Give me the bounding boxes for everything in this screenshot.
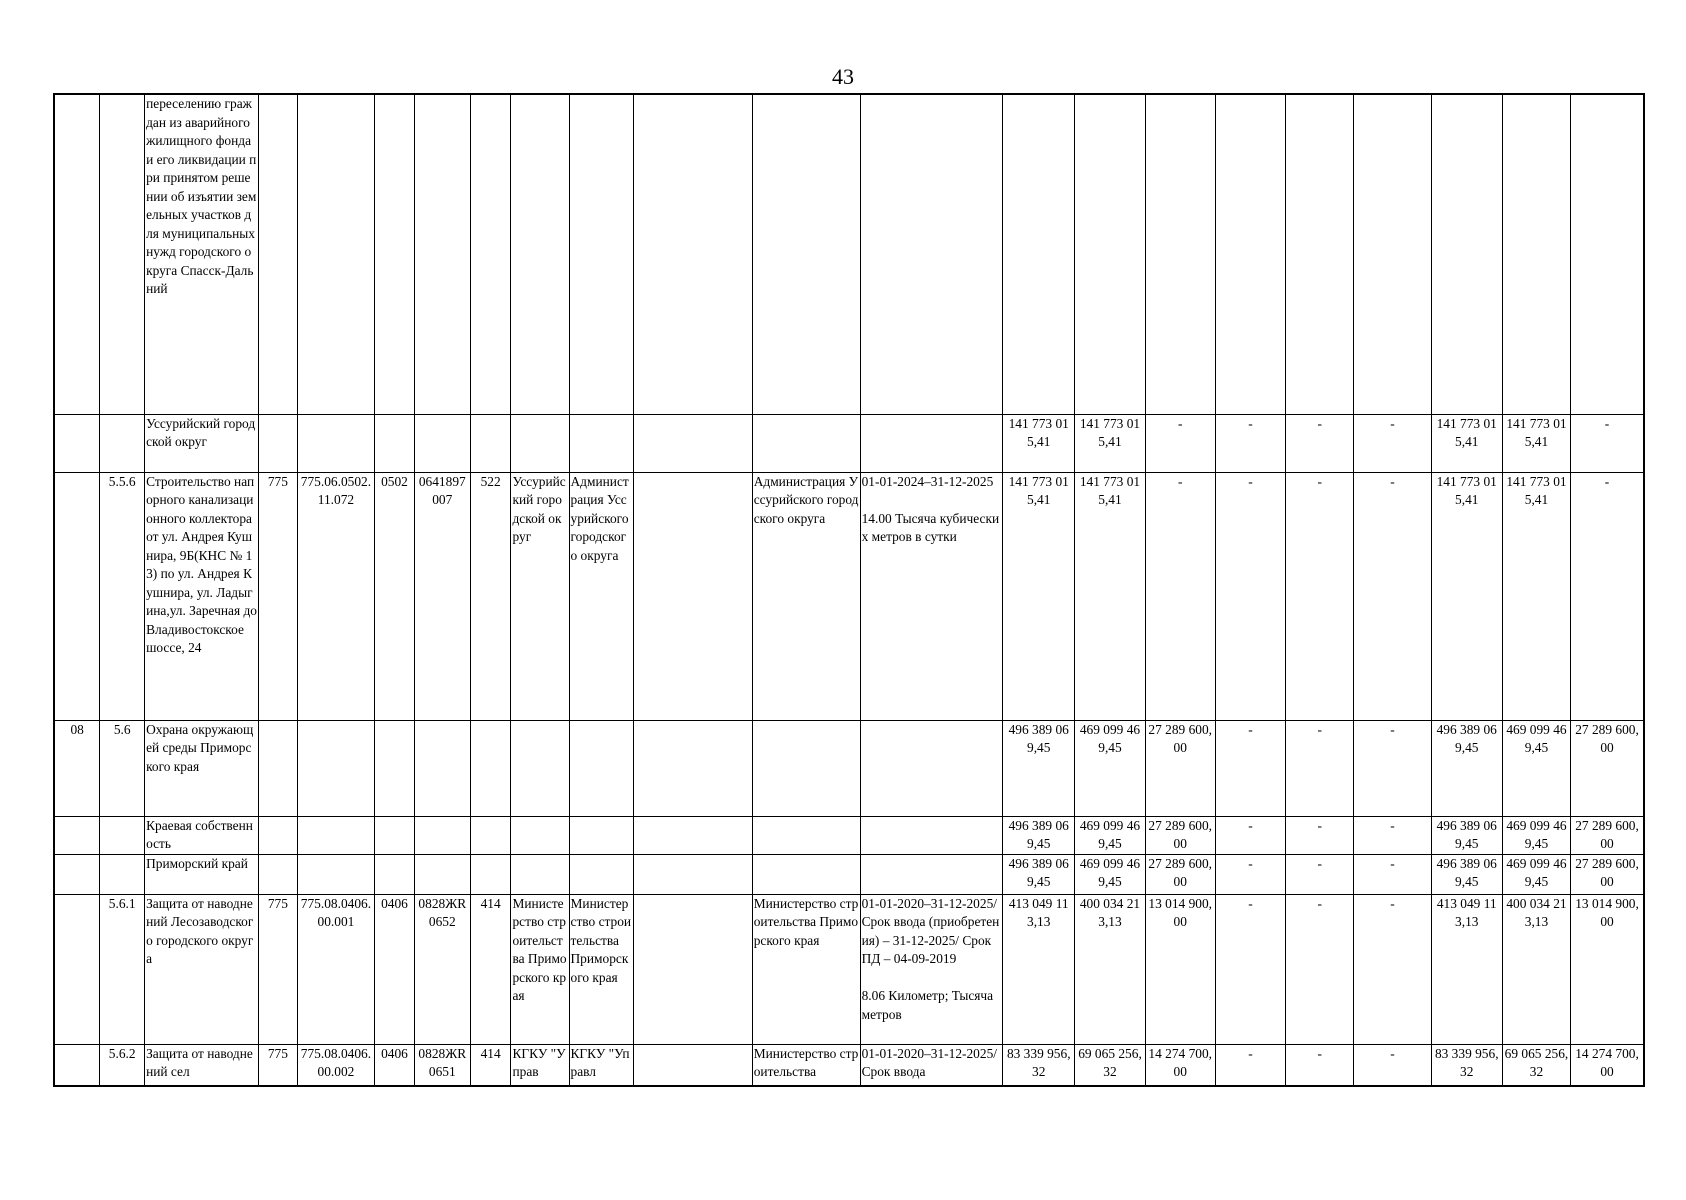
table-row	[54, 854, 1644, 894]
table-cell	[297, 414, 374, 472]
table-cell	[633, 894, 752, 1044]
table-cell: 469 099 469,45	[1075, 720, 1145, 816]
table-cell: 775	[259, 472, 298, 720]
table-cell: 14 274 700,00	[1571, 1044, 1644, 1086]
table-cell: 0406	[375, 894, 415, 1044]
page-number: 43	[832, 64, 854, 89]
table-cell: 83 339 956,32	[1431, 1044, 1502, 1086]
table-cell: -	[1571, 472, 1644, 720]
table-cell	[511, 816, 569, 854]
table-cell: 469 099 469,45	[1502, 854, 1570, 894]
table-cell: 469 099 469,45	[1502, 720, 1570, 816]
table-cell	[633, 1044, 752, 1086]
table-cell	[100, 94, 145, 414]
table-cell	[1286, 94, 1354, 414]
table-cell: 469 099 469,45	[1075, 816, 1145, 854]
table-cell: -	[1145, 472, 1215, 720]
table-cell: 496 389 069,45	[1003, 854, 1075, 894]
table-cell	[1003, 94, 1075, 414]
table-row	[54, 720, 1644, 816]
table-cell: 141 773 015,41	[1075, 414, 1145, 472]
table-cell	[569, 94, 633, 414]
table-cell: 413 049 113,13	[1431, 894, 1502, 1044]
table-cell: 522	[470, 472, 511, 720]
table-cell: 27 289 600,00	[1571, 720, 1644, 816]
table-cell: КГКУ "Управл	[569, 1044, 633, 1086]
table-cell: -	[1215, 894, 1285, 1044]
table-cell	[54, 414, 100, 472]
table-cell: Министерство строительства Приморского края	[752, 894, 860, 1044]
table-cell: переселению граждан из аварийного жилищного фонда и его ликвидации при принятом решении об изъятии земельных участков для муниципальных нужд городского округа Спасск-Дальний	[145, 94, 259, 414]
table-cell	[259, 720, 298, 816]
table-cell: 496 389 069,45	[1431, 854, 1502, 894]
table-cell	[1354, 94, 1431, 414]
table-cell: 775.08.0406.00.001	[297, 894, 374, 1044]
table-cell: 01-01-2020–31-12-2025/ Срок ввода	[860, 1044, 1003, 1086]
table-cell	[511, 854, 569, 894]
table-cell	[633, 414, 752, 472]
table-cell: -	[1354, 472, 1431, 720]
table-cell	[414, 816, 470, 854]
table-cell: 496 389 069,45	[1003, 816, 1075, 854]
table-cell	[1075, 94, 1145, 414]
table-cell: 0828ЖR0652	[414, 894, 470, 1044]
table-cell	[414, 94, 470, 414]
table-cell	[1571, 94, 1644, 414]
table-cell: 0641897007	[414, 472, 470, 720]
table-cell	[297, 854, 374, 894]
table-cell	[470, 94, 511, 414]
table-cell: Администрация Уссурийского городского округа	[752, 472, 860, 720]
table-cell: Краевая собственность	[145, 816, 259, 854]
table-cell: 5.5.6	[100, 472, 145, 720]
table-cell: 27 289 600,00	[1145, 816, 1215, 854]
table-cell: -	[1286, 894, 1354, 1044]
table-row	[54, 816, 1644, 854]
table-cell: КГКУ "Управ	[511, 1044, 569, 1086]
table-cell: Уссурийский городской округ	[145, 414, 259, 472]
table-cell	[633, 816, 752, 854]
table-cell	[511, 720, 569, 816]
table-cell	[375, 94, 415, 414]
table-cell	[752, 816, 860, 854]
table-cell: -	[1354, 894, 1431, 1044]
table-cell	[511, 94, 569, 414]
table-cell	[375, 414, 415, 472]
table-cell	[569, 816, 633, 854]
table-cell: -	[1354, 414, 1431, 472]
table-cell: 400 034 213,13	[1502, 894, 1570, 1044]
table-cell: -	[1354, 720, 1431, 816]
table-cell: -	[1286, 816, 1354, 854]
table-cell: Министерство строительства Приморского края	[569, 894, 633, 1044]
table-row	[54, 894, 1644, 1044]
table-cell	[297, 720, 374, 816]
table-cell: 775	[259, 894, 298, 1044]
table-cell: 496 389 069,45	[1431, 720, 1502, 816]
table-cell	[470, 414, 511, 472]
table-cell: 5.6	[100, 720, 145, 816]
table-cell: Приморский край	[145, 854, 259, 894]
table-cell: -	[1571, 414, 1644, 472]
table-cell: 141 773 015,41	[1431, 472, 1502, 720]
table-cell: Уссурийский городской округ	[511, 472, 569, 720]
table-cell: 69 065 256,32	[1075, 1044, 1145, 1086]
table-cell: -	[1286, 1044, 1354, 1086]
table-cell	[470, 816, 511, 854]
table-cell: -	[1145, 414, 1215, 472]
table-cell	[54, 1044, 100, 1086]
table-cell	[470, 720, 511, 816]
table-cell	[100, 414, 145, 472]
table-cell	[54, 816, 100, 854]
table-cell	[100, 854, 145, 894]
table-cell: 08	[54, 720, 100, 816]
table-cell: -	[1286, 720, 1354, 816]
table-cell	[414, 720, 470, 816]
table-cell	[1215, 94, 1285, 414]
table-cell: 775.08.0406.00.002	[297, 1044, 374, 1086]
table-cell	[414, 854, 470, 894]
table-cell	[633, 720, 752, 816]
table-cell: 413 049 113,13	[1003, 894, 1075, 1044]
table-cell	[259, 816, 298, 854]
table-cell	[569, 414, 633, 472]
table-cell	[375, 854, 415, 894]
table-cell: Охрана окружающей среды Приморского края	[145, 720, 259, 816]
table-cell	[569, 854, 633, 894]
table-cell	[860, 816, 1003, 854]
table-row	[54, 1044, 1644, 1086]
table-cell	[752, 720, 860, 816]
table-cell: 69 065 256,32	[1502, 1044, 1570, 1086]
table-cell	[1502, 94, 1570, 414]
table-cell	[100, 816, 145, 854]
table-cell: 13 014 900,00	[1145, 894, 1215, 1044]
budget-table	[53, 93, 1645, 1087]
table-cell	[259, 854, 298, 894]
table-cell	[54, 854, 100, 894]
table-cell	[1145, 94, 1215, 414]
table-cell: Министерство строительства Приморского края	[511, 894, 569, 1044]
table-cell: 775	[259, 1044, 298, 1086]
table-cell: 5.6.1	[100, 894, 145, 1044]
table-cell	[1431, 94, 1502, 414]
table-cell: -	[1215, 1044, 1285, 1086]
table-cell: 01-01-2020–31-12-2025/ Срок ввода (приобретения) – 31-12-2025/ Срок ПД – 04-09-2019 8.06 Километр; Тысяча метров	[860, 894, 1003, 1044]
table-cell: 496 389 069,45	[1431, 816, 1502, 854]
table-cell: -	[1215, 720, 1285, 816]
table-cell: 27 289 600,00	[1571, 816, 1644, 854]
table-cell	[633, 94, 752, 414]
table-cell: -	[1354, 816, 1431, 854]
table-cell: Администрация Уссурийского городского округа	[569, 472, 633, 720]
table-cell: -	[1286, 472, 1354, 720]
table-cell	[375, 816, 415, 854]
table-cell: 5.6.2	[100, 1044, 145, 1086]
table-cell: 141 773 015,41	[1003, 472, 1075, 720]
table-cell: -	[1354, 854, 1431, 894]
table-cell: 13 014 900,00	[1571, 894, 1644, 1044]
table-cell: 0502	[375, 472, 415, 720]
table-cell: 414	[470, 894, 511, 1044]
table-cell: 0406	[375, 1044, 415, 1086]
table-cell: 496 389 069,45	[1003, 720, 1075, 816]
table-cell: 469 099 469,45	[1075, 854, 1145, 894]
table-cell: -	[1215, 414, 1285, 472]
table-row	[54, 472, 1644, 720]
table-cell	[860, 720, 1003, 816]
table-cell	[54, 472, 100, 720]
table-cell: 141 773 015,41	[1502, 472, 1570, 720]
table-cell: 83 339 956,32	[1003, 1044, 1075, 1086]
table-cell: 141 773 015,41	[1502, 414, 1570, 472]
table-cell: -	[1215, 472, 1285, 720]
table-row	[54, 94, 1644, 414]
table-cell	[860, 854, 1003, 894]
table-cell	[259, 94, 298, 414]
table-cell	[297, 94, 374, 414]
table-cell: 27 289 600,00	[1145, 720, 1215, 816]
table-cell	[414, 414, 470, 472]
table-cell	[375, 720, 415, 816]
table-cell: 01-01-2024–31-12-2025 14.00 Тысяча кубических метров в сутки	[860, 472, 1003, 720]
table-cell	[569, 720, 633, 816]
table-cell	[54, 94, 100, 414]
table-cell: Строительство напорного канализационного коллектора от ул. Андрея Кушнира, 9Б(КНС № 13) по ул. Андрея Кушнира, ул. Ладыгина,ул. Заречная до Владивостокское шоссе, 24	[145, 472, 259, 720]
table-cell: 775.06.0502.11.072	[297, 472, 374, 720]
table-cell	[752, 94, 860, 414]
table-cell: 400 034 213,13	[1075, 894, 1145, 1044]
table-cell: -	[1215, 816, 1285, 854]
table-cell: 27 289 600,00	[1145, 854, 1215, 894]
table-cell	[470, 854, 511, 894]
table-cell: 0828ЖR0651	[414, 1044, 470, 1086]
table-cell	[860, 94, 1003, 414]
table-cell	[752, 414, 860, 472]
table-cell: 414	[470, 1044, 511, 1086]
table-cell	[633, 472, 752, 720]
table-cell	[511, 414, 569, 472]
table-cell: 141 773 015,41	[1431, 414, 1502, 472]
table-cell	[860, 414, 1003, 472]
table-cell: 469 099 469,45	[1502, 816, 1570, 854]
table-cell: -	[1286, 414, 1354, 472]
table-row	[54, 414, 1644, 472]
table-cell: 141 773 015,41	[1003, 414, 1075, 472]
table-cell: 27 289 600,00	[1571, 854, 1644, 894]
table-cell	[752, 854, 860, 894]
table-cell: -	[1286, 854, 1354, 894]
table-cell: Защита от наводнений Лесозаводского городского округа	[145, 894, 259, 1044]
table-cell: -	[1215, 854, 1285, 894]
table-cell: -	[1354, 1044, 1431, 1086]
table-cell: Министерство строительства	[752, 1044, 860, 1086]
table-cell	[297, 816, 374, 854]
table-cell: Защита от наводнений сел	[145, 1044, 259, 1086]
table-cell: 14 274 700,00	[1145, 1044, 1215, 1086]
table-cell	[259, 414, 298, 472]
table-cell	[633, 854, 752, 894]
table-cell: 141 773 015,41	[1075, 472, 1145, 720]
table-cell	[54, 894, 100, 1044]
